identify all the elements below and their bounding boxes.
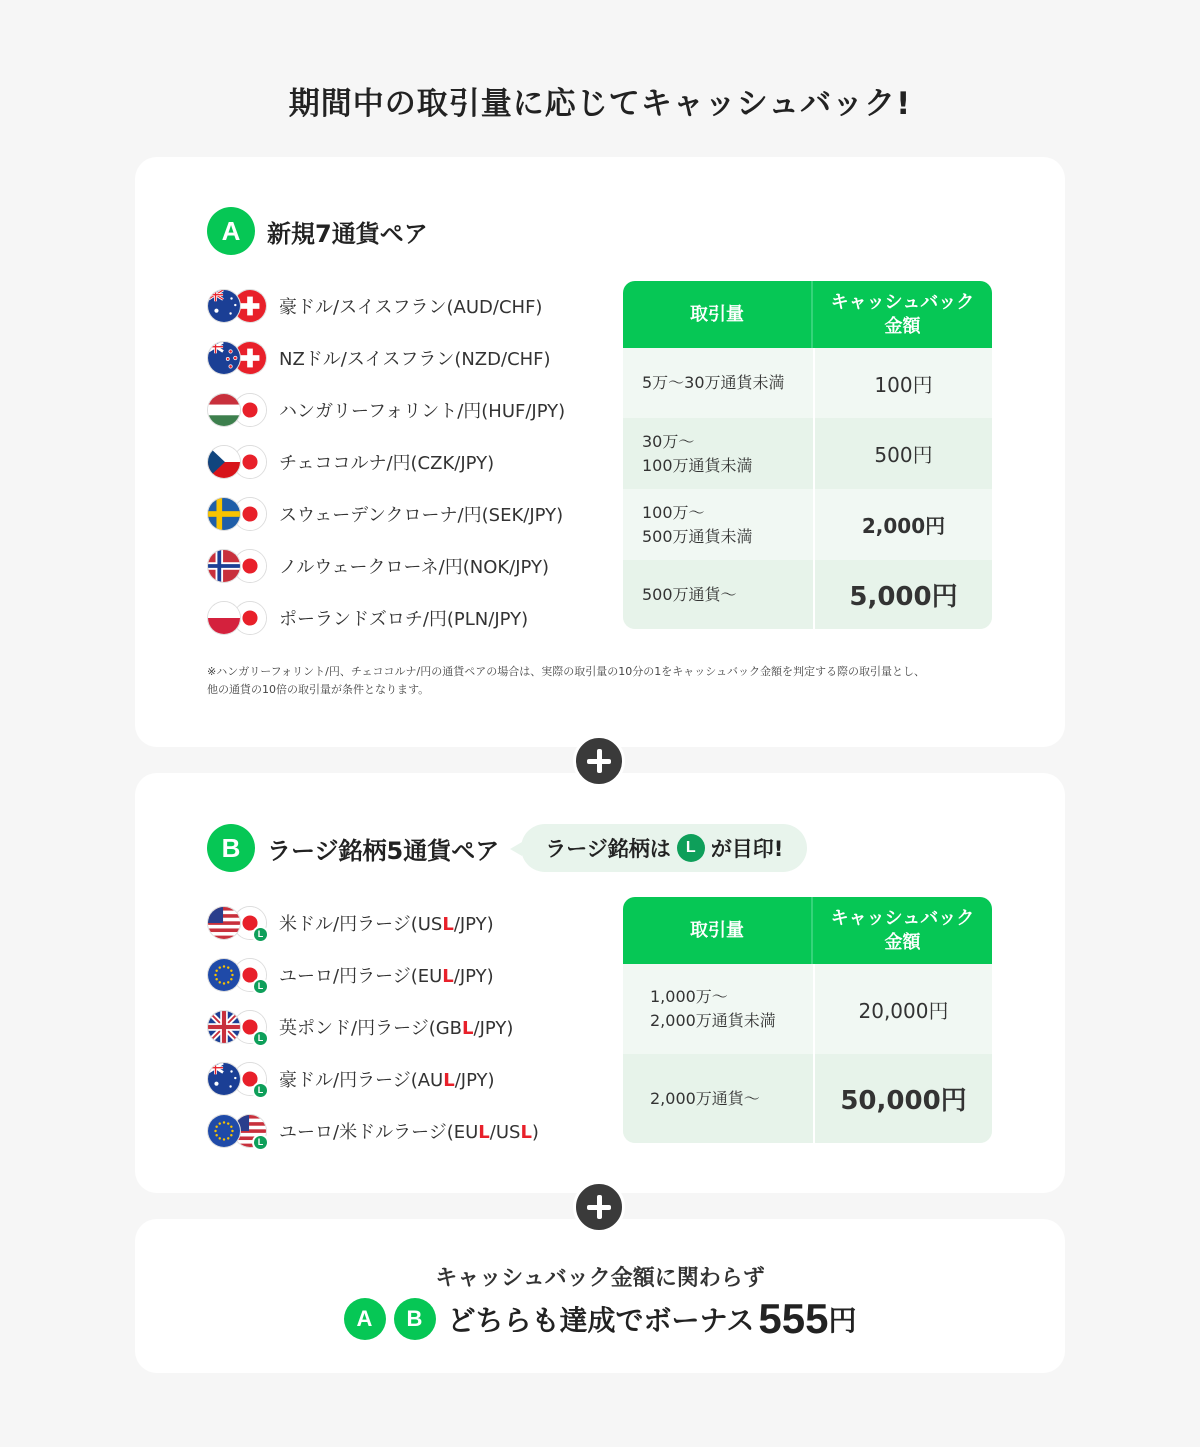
large-l-icon: L [252,1030,269,1047]
plus-icon [573,735,625,787]
amount-cell: 5,000円 [813,560,992,629]
cashback-table-a [623,281,992,629]
bonus-unit: 円 [828,1304,857,1337]
pair-label: 豪ドル/円ラージ(AUL/JPY) [279,1070,495,1091]
new-zealand-flag-icon [207,341,241,375]
pair-label: ユーロ/円ラージ(EUL/JPY) [279,966,494,987]
pair-label: 米ドル/円ラージ(USL/JPY) [279,914,494,935]
table-row [623,348,992,418]
pair-label: ノルウェークローネ/円(NOK/JPY) [279,557,550,578]
table-row [623,418,992,489]
pair-label: ユーロ/米ドルラージ(EUL/USL) [279,1122,539,1143]
table-header [623,897,992,964]
bonus-amount: 555 [758,1295,829,1342]
amount-cell: 20,000円 [813,964,992,1054]
hungary-flag-icon [207,393,241,427]
large-l-icon: L [252,926,269,943]
badge-b: B [207,824,255,872]
badge-a: A [207,207,255,255]
header-amount: キャッシュバック 金額 [830,907,975,953]
list-item [207,592,565,644]
pair-label: ハンガリーフォリント/円(HUF/JPY) [279,401,566,422]
bonus-card [135,1219,1065,1373]
list-item [207,540,565,592]
table-row [623,964,992,1054]
amount-cell: 500円 [813,418,992,489]
volume-cell: 100万〜 500万通貨未満 [642,502,753,546]
header-amount: キャッシュバック 金額 [830,291,975,337]
list-item [207,1053,539,1105]
list-item [207,384,565,436]
large-l-icon: L [252,978,269,995]
large-l-icon: L [252,1134,269,1151]
header-volume: 取引量 [623,281,813,348]
table-header [623,281,992,348]
eu-flag-icon [207,1114,241,1148]
pair-label: スウェーデンクローナ/円(SEK/JPY) [279,505,564,526]
czech-flag-icon [207,445,241,479]
usa-flag-icon [207,906,241,940]
page-title: 期間中の取引量に応じてキャッシュバック! [288,86,912,122]
list-item [207,949,539,1001]
list-item [207,280,565,332]
pair-label: 英ポンド/円ラージ(GBL/JPY) [279,1018,514,1039]
list-item [207,488,565,540]
bonus-text: どちらも達成でボーナス [447,1304,755,1337]
sweden-flag-icon [207,497,241,531]
pair-label: NZドル/スイスフラン(NZD/CHF) [279,349,551,370]
section-b-card [135,773,1065,1193]
amount-cell: 2,000円 [813,489,992,560]
section-a-header [207,207,428,255]
list-item [207,1001,539,1053]
poland-flag-icon [207,601,241,635]
amount-cell: 100円 [813,348,992,418]
bubble-text-pre: ラージ銘柄は [545,837,671,861]
list-item [207,436,565,488]
pair-label: 豪ドル/スイスフラン(AUD/CHF) [279,297,543,318]
norway-flag-icon [207,549,241,583]
pair-label: ポーランドズロチ/円(PLN/JPY) [279,609,529,630]
volume-cell: 30万〜 100万通貨未満 [642,431,753,475]
section-b-title: ラージ銘柄5通貨ペア [267,836,500,865]
table-row [623,489,992,560]
pair-label: チェココルナ/円(CZK/JPY) [279,453,495,474]
note-text: ※ハンガリーフォリント/円、チェココルナ/円の通貨ペアの場合は、実際の取引量の10分の1をキャッシュバック金額を判定する際の取引量とし、 他の通貨の10倍の取引量が条件となります。 [207,665,925,696]
australia-flag-icon [207,1062,241,1096]
section-a-pair-list [207,280,565,644]
table-row [623,1054,992,1143]
volume-cell: 500万通貨〜 [642,584,737,604]
list-item [207,897,539,949]
plus-icon [573,1181,625,1233]
section-a-card [135,157,1065,747]
section-b-pair-list [207,897,539,1157]
badge-a: A [344,1298,386,1340]
volume-cell: 5万〜30万通貨未満 [642,373,785,392]
amount-cell: 50,000円 [813,1054,992,1143]
large-l-icon: L [252,1082,269,1099]
header-volume: 取引量 [623,897,813,964]
list-item [207,1105,539,1157]
section-a-title: 新規7通貨ペア [267,219,428,248]
list-item [207,332,565,384]
volume-cell: 2,000万通貨〜 [650,1088,760,1108]
bonus-subtitle: キャッシュバック金額に関わらず [435,1266,765,1291]
australia-flag-icon [207,289,241,323]
uk-flag-icon [207,1010,241,1044]
badge-b: B [394,1298,436,1340]
cashback-table-b [623,897,992,1143]
volume-cell: 1,000万〜 2,000万通貨未満 [650,987,776,1030]
bonus-headline [135,1295,1065,1343]
bubble-text-post: が目印! [710,837,784,861]
section-b-header [207,824,807,872]
large-hint-bubble [521,824,807,872]
table-row [623,560,992,629]
eu-flag-icon [207,958,241,992]
large-l-icon: L [677,834,705,862]
